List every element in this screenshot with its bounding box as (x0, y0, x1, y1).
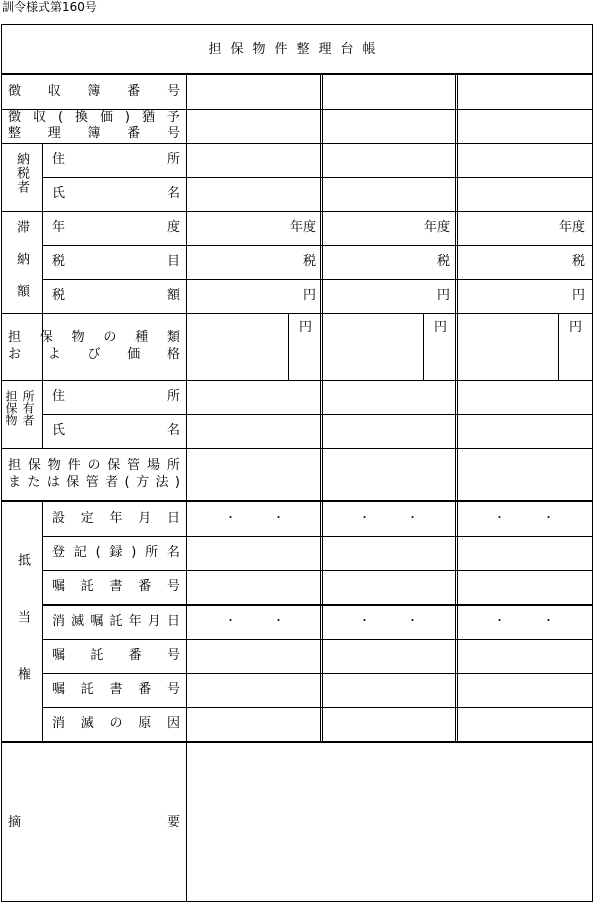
label-owner-left: 担保物 (4, 390, 18, 426)
label-commission-doc-no: 嘱 託 書 番 号 (52, 682, 180, 697)
label-cancel-reason: 消 滅 の 原 因 (52, 716, 180, 731)
unit-tax-1: 税 (302, 254, 316, 269)
rule (1, 73, 593, 75)
label-owner-right: 所有者 (21, 390, 35, 426)
rule (1, 313, 593, 314)
unit-yen-2: 円 (436, 288, 450, 303)
rule (455, 74, 456, 742)
label-fiscal-year: 年 度 (52, 220, 180, 235)
form-number: 訓令様式第160号 (2, 0, 97, 14)
label-storage-line2: ま た は 保 管 者 ( 方 法 ) (8, 475, 180, 490)
rule (320, 74, 321, 742)
rule (42, 639, 593, 640)
unit-tax-3: 税 (571, 254, 585, 269)
label-taxpayer-text: 納税者 (14, 152, 29, 194)
label-commission-number: 嘱 託 番 号 (52, 648, 180, 663)
label-mortgage: 抵当権 (15, 553, 30, 724)
date-separator: ・ (543, 511, 554, 524)
unit-yen-1: 円 (302, 288, 316, 303)
rule (42, 673, 593, 674)
date-separator: ・ (407, 511, 418, 524)
date-separator: ・ (225, 614, 236, 627)
label-registry-office: 登 記 ( 録 ) 所 名 (52, 545, 180, 560)
date-separator: ・ (225, 511, 236, 524)
date-separator: ・ (273, 511, 284, 524)
label-name: 氏 名 (52, 186, 180, 201)
label-cancel-date: 消 滅 嘱 託 年 月 日 (52, 614, 180, 629)
rule (1, 500, 593, 502)
date-separator: ・ (407, 614, 418, 627)
rule (457, 74, 458, 742)
rule (42, 604, 593, 606)
date-separator: ・ (543, 614, 554, 627)
rule (42, 414, 593, 415)
label-commission-no: 嘱 託 書 番 号 (52, 579, 180, 594)
rule (1, 380, 593, 381)
date-separator: ・ (359, 614, 370, 627)
rule (42, 707, 593, 708)
rule (1, 448, 593, 449)
rule (1, 143, 593, 144)
rule (288, 313, 289, 380)
label-collateral-line2: お よ び 価 格 (8, 347, 180, 362)
unit-year-3: 年度 (558, 220, 585, 235)
label-deferral-line2: 整 理 簿 番 号 (8, 126, 180, 141)
rule (1, 741, 593, 743)
unit-yen-3: 円 (571, 288, 585, 303)
rule (42, 177, 593, 178)
rule (42, 536, 593, 537)
rule (42, 501, 43, 742)
date-separator: ・ (273, 614, 284, 627)
label-owner-address: 住 所 (52, 389, 180, 404)
rule (42, 570, 593, 571)
unit-price-yen-3: 円 (569, 320, 583, 335)
label-taxpayer (13, 152, 29, 198)
label-address: 住 所 (52, 152, 180, 167)
label-setting-date: 設 定 年 月 日 (52, 511, 180, 526)
label-tax-item: 税 目 (52, 254, 180, 269)
label-collection-book-no: 徴 収 簿 番 号 (8, 84, 180, 99)
rule (322, 74, 323, 742)
label-tax-amount: 税 額 (52, 288, 180, 303)
unit-tax-2: 税 (436, 254, 450, 269)
label-owner-name: 氏 名 (52, 423, 180, 438)
unit-price-yen-1: 円 (299, 320, 313, 335)
rule (42, 143, 43, 449)
label-collateral-line1: 担 保 物 の 種 類 (8, 330, 180, 345)
rule (558, 313, 559, 380)
rule (186, 74, 187, 902)
date-separator: ・ (359, 511, 370, 524)
label-remarks: 摘 要 (8, 815, 180, 830)
unit-year-2: 年度 (423, 220, 450, 235)
label-storage-line1: 担 保 物 件 の 保 管 場 所 (8, 458, 180, 473)
rule (42, 279, 593, 280)
rule (42, 245, 593, 246)
unit-year-1: 年度 (289, 220, 316, 235)
unit-price-yen-2: 円 (434, 320, 448, 335)
label-arrears: 滞納額 (14, 220, 29, 316)
date-separator: ・ (494, 614, 505, 627)
rule (423, 313, 424, 380)
rule (1, 211, 593, 212)
date-separator: ・ (494, 511, 505, 524)
label-deferral-line1: 徴 収 ( 換 価 ) 猶 予 (8, 110, 180, 125)
page-title: 担保物件整理台帳 (208, 42, 385, 57)
